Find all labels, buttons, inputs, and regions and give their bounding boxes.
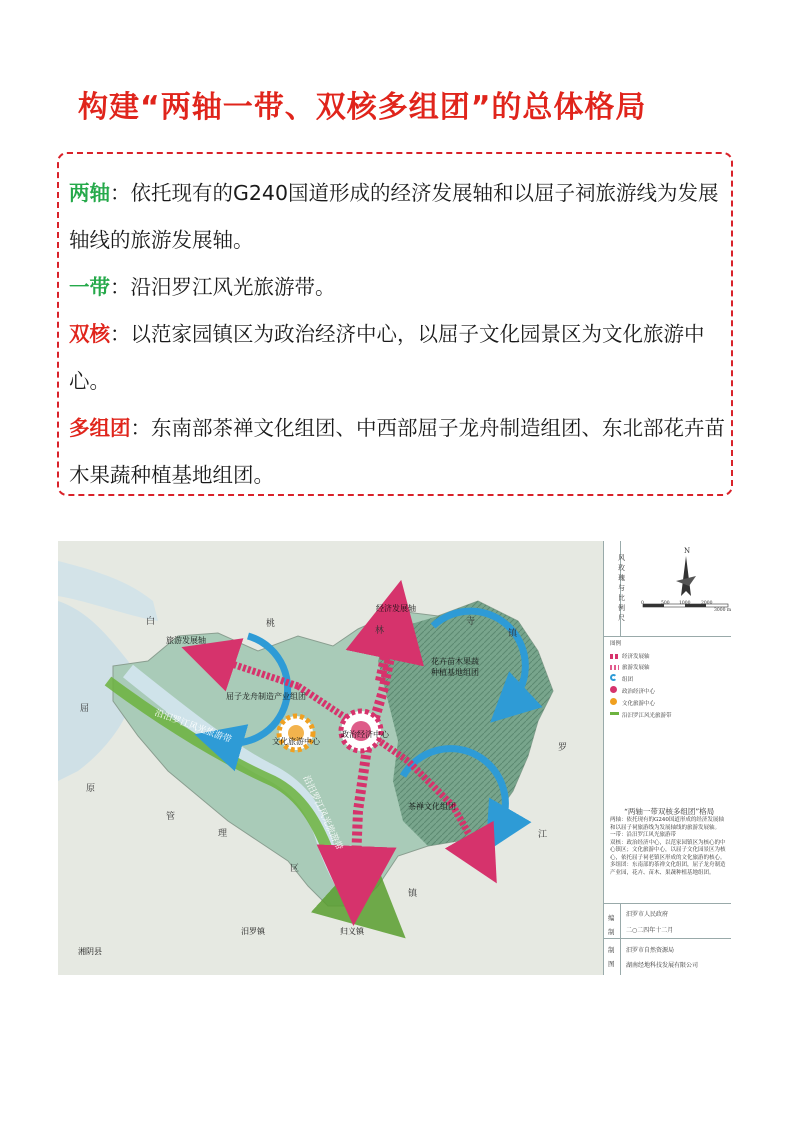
keyword-two-axes: 两轴 bbox=[69, 181, 110, 205]
tourism-axis-label: 旅游发展轴 bbox=[166, 636, 206, 645]
culture-center-icon bbox=[610, 698, 617, 705]
divider bbox=[620, 903, 621, 975]
compass-scale bbox=[621, 541, 731, 636]
text-two-axes: 依托现有的G240国道形成的经济发展轴和以屈子祠旅游线为发展轴线的旅游发展轴。 bbox=[69, 181, 719, 252]
map-canvas bbox=[58, 541, 603, 975]
politics-center-label: 政治经济中心 bbox=[341, 730, 389, 739]
footer-label-drawn: 制图 bbox=[608, 946, 615, 968]
divider bbox=[604, 636, 731, 637]
town-label: 湘阴县 bbox=[78, 947, 102, 956]
place-label: 镇 bbox=[508, 629, 518, 639]
footer-compiled-date: 二○二四年十二月 bbox=[626, 927, 674, 934]
scale-label-3000: 3000 m bbox=[714, 608, 731, 613]
economic-axis-label: 经济发展轴 bbox=[376, 604, 416, 613]
place-label: 罗 bbox=[558, 743, 568, 753]
legend-side-title: 风玫瑰与比例尺 bbox=[618, 554, 625, 622]
econ-axis-icon bbox=[610, 654, 619, 659]
place-label: 林 bbox=[375, 626, 385, 636]
note-line: 双核：政治经济中心，以范家园镇区为核心的中心镇区；文化旅游中心，以屈子文化园景区为核心，依托屈子祠老镇区形成的文化旅游的核心。 bbox=[610, 839, 726, 861]
belt-label-1: 沿汨罗江风光旅游带 bbox=[153, 708, 233, 746]
planning-map bbox=[58, 541, 731, 975]
legend-item-label: 旅游发展轴 bbox=[622, 665, 650, 671]
legend-item-label: 政治经济中心 bbox=[622, 689, 656, 695]
north-icon: N bbox=[684, 547, 691, 555]
place-label: 管 bbox=[166, 812, 176, 822]
place-label: 桃 bbox=[266, 619, 276, 629]
notes-title: “两轴一带双核多组团”格局 bbox=[624, 807, 715, 816]
cluster-northeast-label-2: 种植基地组团 bbox=[431, 668, 479, 677]
footer-drawn-by: 汨罗市自然资源局 bbox=[626, 947, 675, 954]
scale-label-0: 0 bbox=[641, 601, 644, 606]
place-label: 江 bbox=[538, 830, 548, 840]
footer-label-compiled: 编制 bbox=[608, 914, 615, 936]
paragraph-multi-cluster: 多组团：东南部茶禅文化组团、中西部屈子龙舟制造组团、东北部花卉苗木果蔬种植基地组团。 bbox=[69, 416, 725, 487]
place-label: 镇 bbox=[408, 889, 418, 899]
cluster-southeast-label: 茶禅文化组团 bbox=[408, 802, 456, 811]
footer-drawn-company: 湖南经地科技发展有限公司 bbox=[626, 962, 699, 969]
paragraph-two-axes: 两轴：依托现有的G240国道形成的经济发展轴和以屈子祠旅游线为发展轴线的旅游发展轴。 bbox=[69, 181, 719, 252]
legend-item-label: 经济发展轴 bbox=[622, 654, 650, 660]
legend-item-label: 文化旅游中心 bbox=[622, 701, 656, 707]
legend-panel bbox=[603, 541, 731, 975]
cluster-ring-icon bbox=[610, 674, 617, 681]
legend-title: 图例 bbox=[610, 641, 622, 647]
scale-label-500: 500 bbox=[661, 601, 670, 606]
place-label: 理 bbox=[218, 829, 228, 839]
place-label: 白 bbox=[146, 617, 156, 627]
summary-text bbox=[69, 170, 729, 499]
place-label: 原 bbox=[86, 784, 96, 794]
page-title: 构建“两轴一带、双核多组团”的总体格局 bbox=[78, 90, 647, 125]
town-label: 汨罗镇 bbox=[241, 927, 265, 936]
note-line: 一带：沿汨罗江风光旅游带 bbox=[610, 832, 677, 838]
legend-notes bbox=[610, 817, 726, 877]
tour-axis-icon bbox=[610, 665, 619, 670]
legend-item-label: 组团 bbox=[622, 677, 634, 683]
keyword-one-belt: 一带 bbox=[69, 275, 110, 299]
paragraph-two-cores: 双核：以范家园镇区为政治经济中心，以屈子文化园景区为文化旅游中心。 bbox=[69, 322, 705, 393]
keyword-two-cores: 双核 bbox=[69, 322, 110, 346]
belt-label-2: 沿汨罗江风光旅游带 bbox=[300, 774, 344, 852]
cluster-northeast-label-1: 花卉苗木果蔬 bbox=[431, 657, 479, 666]
town-label: 归义镇 bbox=[340, 927, 364, 936]
place-label: 屈 bbox=[80, 704, 90, 714]
place-label: 寺 bbox=[466, 617, 476, 627]
paragraph-one-belt: 一带：沿汨罗江风光旅游带。 bbox=[69, 275, 336, 299]
politics-center-icon bbox=[610, 686, 617, 693]
wind-rose-icon bbox=[681, 556, 691, 596]
place-label: 区 bbox=[290, 864, 300, 874]
culture-center-label: 文化旅游中心 bbox=[272, 737, 320, 746]
keyword-multi-cluster: 多组团 bbox=[69, 416, 131, 440]
cluster-west-label: 屈子龙舟制造产业组团 bbox=[226, 692, 306, 701]
legend-item-label: 沿汨罗江风光旅游带 bbox=[622, 713, 672, 719]
belt-icon bbox=[610, 712, 619, 715]
scale-label-1000: 1000 bbox=[679, 601, 691, 606]
footer-compiled-by: 汨罗市人民政府 bbox=[626, 911, 669, 918]
divider bbox=[604, 938, 731, 939]
scale-label-2000: 2000 bbox=[701, 601, 713, 606]
text-one-belt: 沿汨罗江风光旅游带。 bbox=[130, 275, 336, 299]
note-line: 多组团：东南部的茶禅文化组团，屈子龙舟制造产业园，花卉、苗木、果蔬种植基地组团。 bbox=[610, 862, 726, 876]
note-line: 两轴：依托现有的G240国道形成的经济发展轴和以屈子祠旅游线为发展轴线的旅游发展轴。 bbox=[610, 817, 724, 831]
text-multi-cluster: 东南部茶禅文化组团、中西部屈子龙舟制造组团、东北部花卉苗木果蔬种植基地组团。 bbox=[69, 416, 725, 487]
summary-box bbox=[57, 152, 733, 496]
divider bbox=[604, 903, 731, 904]
text-two-cores: 以范家园镇区为政治经济中心，以屈子文化园景区为文化旅游中心。 bbox=[69, 322, 705, 393]
